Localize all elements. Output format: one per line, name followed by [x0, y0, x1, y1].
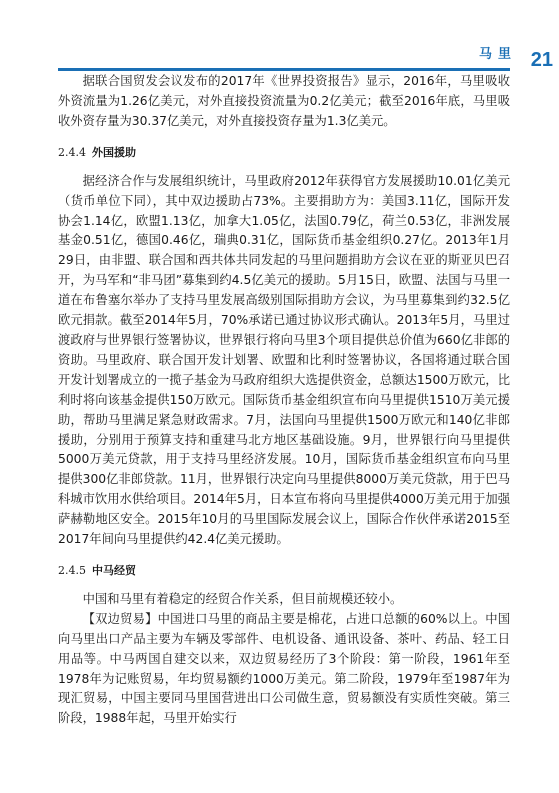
page-content [58, 72, 510, 729]
running-header-title: 马里 [478, 47, 517, 62]
paragraph-trade-relations: 中国和马里有着稳定的经贸合作关系，但目前规模还较小。 [82, 591, 403, 606]
page-number: 21 [530, 49, 553, 71]
paragraph-investment-report: 据联合国贸发会议发布的2017年《世界投资报告》显示，2016年，马里吸收外资流量为1.26亿美元，对外直接投资流量为0.2亿美元；截至2016年底，马里吸收外资存量为30.37亿美元，对外直接投资存量为1.3亿美元。 [58, 74, 510, 128]
section-heading-foreign-aid [58, 143, 510, 163]
paragraph-foreign-aid: 据经济合作与发展组织统计，马里政府2012年获得官方发展援助10.01亿美元（货币单位下同），其中双边援助占73%。主要捐助方为：美国3.11亿，国际开发协会1.14亿，欧盟1.13亿，加拿大1.05亿，法国0.79亿，荷兰0.53亿，非洲发展基金0.51亿，德国0.46亿，瑞典0.31亿，国际货币基金组织0.27亿。2013年1月29日，由非盟、联合国和西共体共同发起的马里问题捐助方会议在亚的斯亚贝巴召开，为马军和“非马团”募集到约4.5亿美元的援助。5月15日，欧盟、法国与马里一道在布鲁塞尔举办了支持马里发展高级别国际捐助方会议，为马里募集到约32.5亿欧元捐款。截至2014年5月，70%承诺已通过协议形式确认。2013年5月，马里过渡政府与世界银行签署协议，世界银行将向马里3个项目提供总价值为660亿非郎的资助。马里政府、联合国开发计划署、欧盟和比利时签署协议，各国将通过联合国开发计划署成立的一揽子基金为马政府组织大选提供资金，总额达1500万欧元，比利时将向该基金提供150万欧元。国际货币基金组织宣布向马里提供1510万美元援助，帮助马里满足紧急财政需求。7月，法国向马里提供1500万欧元和140亿非郎援助，分别用于预算支持和重建马北方地区基础设施。9月，世界银行向马里提供5000万美元贷款，用于支持马里经济发展。10月，国际货币基金组织宣布向马里提供300亿非郎贷款。11月，世界银行决定向马里提供8000万美元贷款，用于巴马科城市饮用水供给项目。2014年5月，日本宣布将向马里提供4000万美元用于加强萨赫勒地区安全。2015年10月的马里国际发展会议上，国际合作伙伴承诺2015至2017年间向马里提供约42.4亿美元援助。 [58, 173, 510, 547]
section-number: 2.4.5 [58, 563, 86, 577]
section-heading-china-mali-trade [58, 561, 510, 581]
paragraph-bilateral-trade: 【双边贸易】中国进口马里的商品主要是棉花，占进口总额的60%以上。中国向马里出口产品主要为车辆及零部件、电机设备、通讯设备、茶叶、药品、轻工日用品等。中马两国自建交以来，双边贸易经历了3个阶段：第一阶段，1961年至1978年为记账贸易，年均贸易额约1000万美元。第二阶段，1979年至1987年为现汇贸易，中国主要同马里国营进出口公司做生意，贸易额没有实质性突破。第三阶段，1988年起，马里开始实行 [58, 611, 510, 726]
section-title: 外国援助 [92, 145, 136, 159]
section-title: 中马经贸 [92, 563, 136, 577]
section-number: 2.4.4 [58, 145, 86, 159]
header-rule [58, 68, 510, 71]
